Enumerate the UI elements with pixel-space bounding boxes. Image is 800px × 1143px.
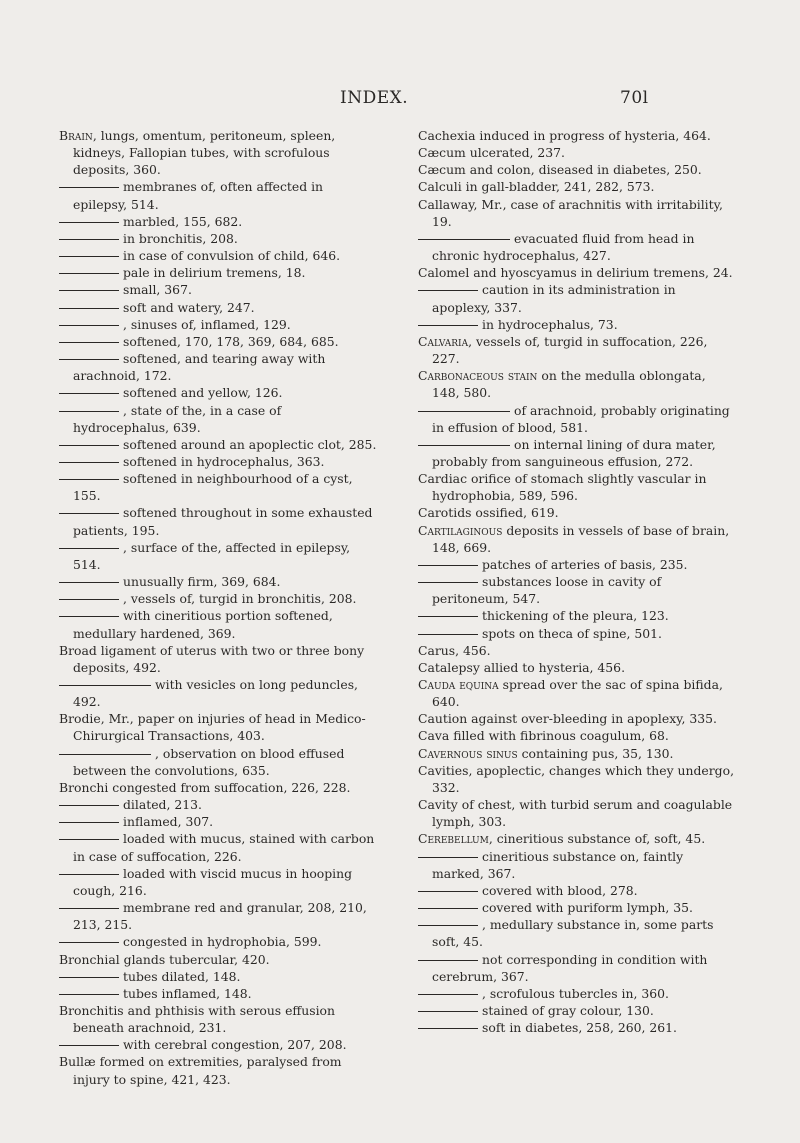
index-subentry (418, 573, 736, 607)
index-entry (59, 642, 379, 676)
ditto-rule (59, 513, 119, 514)
entry-text: with cerebral congestion, 207, 208. (123, 1037, 347, 1053)
index-entry (418, 127, 736, 144)
entry-text: Cavity of chest, with turbid serum and coagulable lymph, 303. (418, 797, 733, 830)
index-subentry (59, 539, 379, 573)
index-subentry (59, 968, 379, 985)
index-subentry (59, 830, 379, 864)
ditto-rule (59, 462, 119, 463)
entry-text: on internal lining of dura mater, probably from sanguineous effusion, 272. (432, 436, 716, 469)
ditto-rule (418, 925, 478, 926)
index-subentry (418, 316, 736, 333)
index-subentry (59, 247, 379, 264)
index-subentry (418, 1019, 736, 1036)
entry-text: Calomel and hyoscyamus in delirium tremens, 24. (418, 265, 733, 281)
ditto-rule (418, 582, 478, 583)
index-entry (418, 161, 736, 178)
entry-text: of arachnoid, probably originating in effusion of blood, 581. (432, 402, 730, 435)
entry-text: membranes of, often affected in epilepsy, 514. (73, 179, 324, 212)
entry-text: covered with puriform lymph, 35. (482, 900, 693, 916)
index-subentry (59, 316, 379, 333)
index-subentry (59, 264, 379, 281)
index-column-right (418, 127, 736, 1036)
ditto-rule (418, 857, 478, 858)
entry-text: Cardiac orifice of stomach slightly vascular in hydrophobia, 589, 596. (418, 471, 707, 504)
entry-text: covered with blood, 278. (482, 882, 638, 898)
ditto-rule (59, 187, 119, 188)
ditto-rule (59, 994, 119, 995)
entry-text: softened in hydrocephalus, 363. (123, 453, 325, 469)
index-subentry (418, 436, 736, 470)
index-subentry (418, 402, 736, 436)
entry-text: in case of convulsion of child, 646. (123, 248, 341, 264)
index-column-left (59, 127, 379, 1088)
ditto-rule (59, 908, 119, 909)
entry-text: , scrofulous tubercles in, 360. (482, 985, 669, 1001)
index-subentry (59, 178, 379, 212)
entry-text: Cæcum ulcerated, 237. (418, 145, 565, 161)
index-subentry (59, 573, 379, 590)
entry-text: membrane red and granular, 208, 210, 213, 215. (73, 900, 367, 933)
ditto-rule (418, 445, 510, 446)
index-entry (418, 144, 736, 161)
ditto-rule (418, 891, 478, 892)
entry-text: Cæcum and colon, diseased in diabetes, 250. (418, 162, 702, 178)
index-subentry (59, 590, 379, 607)
entry-text: Brodie, Mr., paper on injuries of head in Medico-Chirurgical Transactions, 403. (59, 711, 366, 744)
ditto-rule (418, 1011, 478, 1012)
index-subentry (59, 299, 379, 316)
entry-text: tubes inflamed, 148. (123, 985, 252, 1001)
index-subentry (59, 813, 379, 830)
entry-text: thickening of the pleura, 123. (482, 608, 669, 624)
index-entry (59, 1002, 379, 1036)
entry-text: Cavernous sinus containing pus, 35, 130. (418, 745, 674, 761)
page-number: 70l (620, 88, 649, 108)
entry-text: cineritious substance on, faintly marked, 367. (432, 848, 684, 881)
ditto-rule (59, 977, 119, 978)
index-subentry (59, 899, 379, 933)
ditto-rule (418, 239, 510, 240)
entry-text: stained of gray colour, 130. (482, 1002, 654, 1018)
entry-text: Cerebellum, cineritious substance of, soft, 45. (418, 831, 706, 847)
index-subentry (59, 453, 379, 470)
entry-text: Catalepsy allied to hysteria, 456. (418, 659, 626, 675)
ditto-rule (59, 754, 151, 755)
ditto-rule (59, 393, 119, 394)
ditto-rule (59, 805, 119, 806)
index-entry (418, 745, 736, 762)
entry-text: , medullary substance in, some parts soft, 45. (432, 917, 714, 950)
ditto-rule (418, 325, 478, 326)
entry-text: with cineritious portion softened, medullary hardened, 369. (73, 608, 333, 641)
ditto-rule (418, 994, 478, 995)
entry-text: substances loose in cavity of peritoneum, 547. (432, 574, 662, 607)
ditto-rule (59, 548, 119, 549)
index-subentry (59, 985, 379, 1002)
index-subentry (59, 796, 379, 813)
entry-text: Bronchi congested from suffocation, 226, 228. (59, 779, 351, 795)
ditto-rule (59, 942, 119, 943)
entry-text: marbled, 155, 682. (123, 213, 243, 229)
index-subentry (59, 504, 379, 538)
entry-text: Cauda equina spread over the sac of spina bifida, 640. (418, 677, 723, 710)
index-entry (418, 367, 736, 401)
index-entry (59, 710, 379, 744)
index-subentry (418, 899, 736, 916)
entry-text: Cavities, apoplectic, changes which they undergo, 332. (418, 762, 735, 795)
ditto-rule (59, 822, 119, 823)
ditto-rule (418, 634, 478, 635)
index-entry (59, 951, 379, 968)
index-subentry (59, 933, 379, 950)
index-entry (418, 470, 736, 504)
entry-text: Cachexia induced in progress of hysteria, 464. (418, 128, 711, 143)
entry-text: Cartilaginous deposits in vessels of base of brain, 148, 669. (418, 522, 730, 555)
index-subentry (59, 745, 379, 779)
entry-text: softened, and tearing away with arachnoid, 172. (73, 351, 326, 384)
index-subentry (418, 281, 736, 315)
ditto-rule (59, 874, 119, 875)
entry-text: Carotids ossified, 619. (418, 505, 559, 521)
index-subentry (418, 230, 736, 264)
index-subentry (418, 985, 736, 1002)
index-entry (418, 676, 736, 710)
entry-text: with vesicles on long peduncles, 492. (73, 677, 358, 710)
entry-text: softened in neighbourhood of a cyst, 155. (73, 471, 353, 504)
page-title: INDEX. (340, 88, 409, 108)
index-subentry (59, 281, 379, 298)
ditto-rule (59, 411, 119, 412)
index-entry (418, 710, 736, 727)
index-entry (418, 264, 736, 281)
ditto-rule (418, 960, 478, 961)
index-entry (418, 762, 736, 796)
index-subentry (59, 1036, 379, 1053)
entry-text: spots on theca of spine, 501. (482, 625, 662, 641)
ditto-rule (418, 565, 478, 566)
index-entry (418, 522, 736, 556)
index-subentry (418, 916, 736, 950)
index-subentry (59, 865, 379, 899)
entry-text: Carus, 456. (418, 642, 491, 658)
index-subentry (418, 882, 736, 899)
entry-text: inflamed, 307. (123, 814, 214, 830)
entry-text: patches of arteries of basis, 235. (482, 556, 688, 572)
entry-text: small, 367. (123, 282, 192, 298)
entry-text: not corresponding in condition with cerebrum, 367. (432, 951, 708, 984)
entry-text: Caution against over-bleeding in apoplexy, 335. (418, 711, 717, 727)
index-subentry (59, 333, 379, 350)
entry-text: evacuated fluid from head in chronic hydrocephalus, 427. (432, 230, 695, 264)
index-entry (418, 196, 736, 230)
entry-text: soft and watery, 247. (123, 299, 255, 315)
index-entry (418, 796, 736, 830)
entry-text: tubes dilated, 148. (123, 968, 241, 984)
ditto-rule (59, 599, 119, 600)
index-entry (418, 178, 736, 195)
index-subentry (418, 1002, 736, 1019)
index-subentry (59, 350, 379, 384)
entry-text: softened throughout in some exhausted patients, 195. (73, 505, 373, 538)
ditto-rule (59, 582, 119, 583)
index-subentry (59, 470, 379, 504)
entry-text: loaded with viscid mucus in hooping cough, 216. (73, 865, 353, 898)
ditto-rule (418, 616, 478, 617)
ditto-rule (59, 445, 119, 446)
ditto-rule (59, 256, 119, 257)
index-subentry (418, 607, 736, 624)
entry-text: Brain, lungs, omentum, peritoneum, spleen, kidneys, Fallopian tubes, with scrofulous deposits, 360. (59, 128, 336, 178)
ditto-rule (59, 359, 119, 360)
index-subentry (59, 436, 379, 453)
index-entry (418, 504, 736, 521)
index-entry (59, 779, 379, 796)
ditto-rule (59, 1045, 119, 1046)
index-subentry (59, 230, 379, 247)
entry-text: softened, 170, 178, 369, 684, 685. (123, 333, 339, 349)
index-entry (59, 1053, 379, 1087)
entry-text: Calculi in gall-bladder, 241, 282, 573. (418, 179, 655, 195)
ditto-rule (59, 308, 119, 309)
entry-text: , vessels of, turgid in bronchitis, 208. (123, 591, 357, 607)
index-subentry (59, 213, 379, 230)
entry-text: softened and yellow, 126. (123, 385, 283, 401)
entry-text: in hydrocephalus, 73. (482, 316, 618, 332)
page-header (0, 88, 800, 114)
ditto-rule (59, 325, 119, 326)
index-entry (418, 659, 736, 676)
ditto-rule (59, 239, 119, 240)
entry-text: Bronchitis and phthisis with serous effusion beneath arachnoid, 231. (59, 1002, 335, 1036)
ditto-rule (59, 222, 119, 223)
index-entry (59, 127, 379, 178)
ditto-rule (59, 342, 119, 343)
ditto-rule (59, 616, 119, 617)
entry-text: Cava filled with fibrinous coagulum, 68. (418, 728, 669, 744)
entry-text: pale in delirium tremens, 18. (123, 265, 306, 281)
entry-text: softened around an apoplectic clot, 285. (123, 436, 377, 452)
ditto-rule (59, 839, 119, 840)
ditto-rule (418, 290, 478, 291)
index-subentry (418, 625, 736, 642)
ditto-rule (59, 685, 151, 686)
ditto-rule (418, 411, 510, 412)
entry-text: Broad ligament of uterus with two or three bony deposits, 492. (59, 642, 365, 675)
index-subentry (418, 951, 736, 985)
ditto-rule (418, 908, 478, 909)
entry-text: congested in hydrophobia, 599. (123, 934, 322, 950)
entry-text: , sinuses of, inflamed, 129. (123, 316, 291, 332)
entry-text: , surface of the, affected in epilepsy, 514. (73, 539, 351, 572)
entry-text: , observation on blood effused between the convolutions, 635. (73, 745, 345, 778)
index-entry (418, 333, 736, 367)
index-subentry (418, 556, 736, 573)
index-subentry (59, 402, 379, 436)
entry-text: loaded with mucus, stained with carbon in case of suffocation, 226. (73, 831, 375, 864)
ditto-rule (59, 273, 119, 274)
ditto-rule (418, 1028, 478, 1029)
index-subentry (59, 607, 379, 641)
entry-text: Bronchial glands tubercular, 420. (59, 951, 270, 967)
index-entry (418, 642, 736, 659)
entry-text: in bronchitis, 208. (123, 230, 238, 246)
index-subentry (59, 384, 379, 401)
entry-text: unusually firm, 369, 684. (123, 574, 281, 590)
entry-text: dilated, 213. (123, 797, 202, 813)
entry-text: Calvaria, vessels of, turgid in suffocation, 226, 227. (418, 333, 708, 367)
ditto-rule (59, 479, 119, 480)
entry-text: , state of the, in a case of hydrocephalus, 639. (73, 402, 282, 435)
entry-text: soft in diabetes, 258, 260, 261. (482, 1020, 677, 1036)
index-subentry (59, 676, 379, 710)
entry-text: caution in its administration in apoplexy, 337. (432, 282, 676, 315)
index-subentry (418, 848, 736, 882)
index-entry (418, 830, 736, 847)
entry-text: Bullæ formed on extremities, paralysed from injury to spine, 421, 423. (59, 1054, 342, 1087)
ditto-rule (59, 290, 119, 291)
entry-text: Callaway, Mr., case of arachnitis with irritability, 19. (418, 196, 723, 229)
index-entry (418, 727, 736, 744)
entry-text: Carbonaceous stain on the medulla oblongata, 148, 580. (418, 368, 706, 401)
